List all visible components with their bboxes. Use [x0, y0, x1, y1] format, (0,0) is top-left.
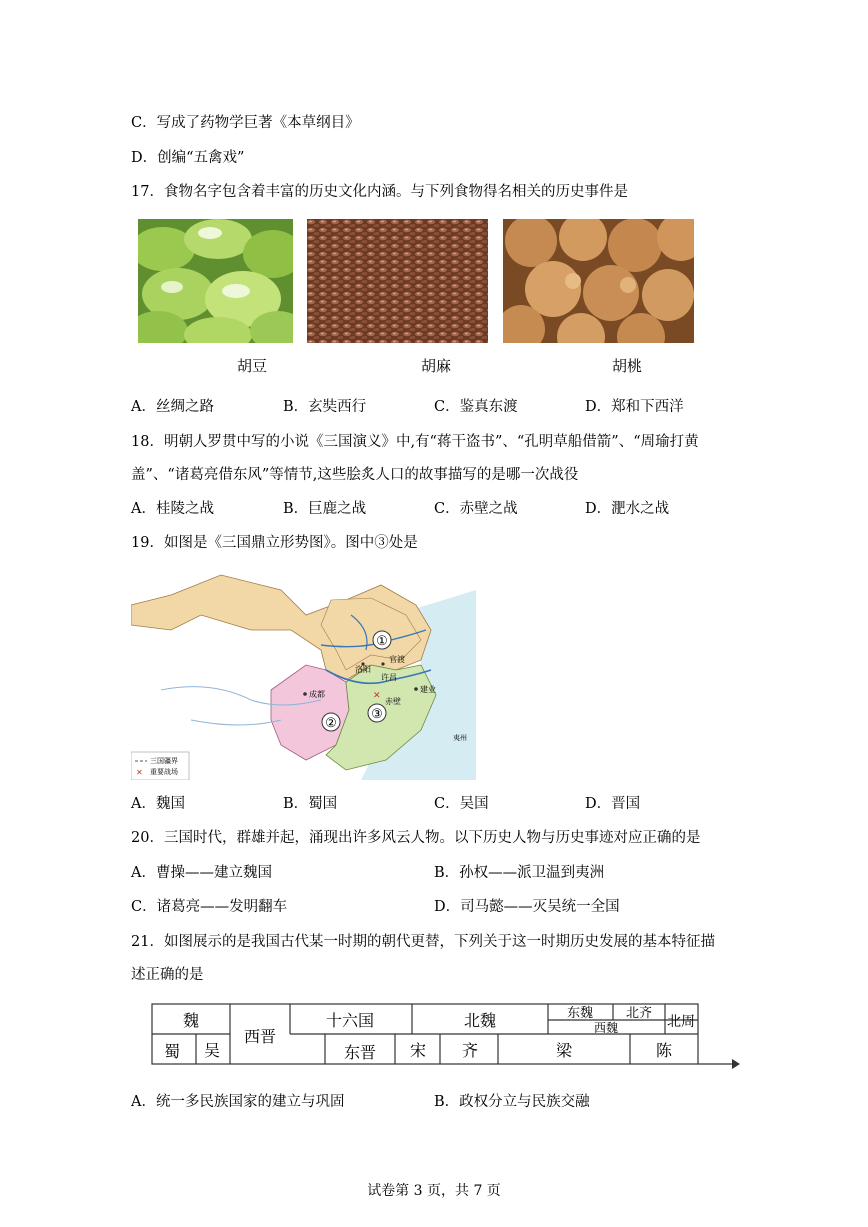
q18-stem-line2: 盖”、“诸葛亮借东风”等情节,这些脍炙人口的故事描写的是哪一次战役 — [131, 467, 579, 483]
tl-dongwei: 东魏 — [566, 1006, 594, 1021]
q17-option-d: D．郑和下西洋 — [585, 399, 684, 415]
q20-stem: 20．三国时代，群雄并起，涌现出许多风云人物。以下历史人物与历史事迹对应正确的是 — [131, 830, 701, 846]
place-xuchang: 许昌 — [381, 673, 397, 682]
tl-dongjin: 东晋 — [343, 1043, 377, 1062]
marker-2: ② — [325, 716, 337, 731]
place-guandu: 官渡 — [389, 655, 405, 664]
svg-text:✕: ✕ — [136, 768, 143, 777]
place-luoyang: 洛阳 — [355, 665, 371, 674]
legend-battlefield: 重要战场 — [150, 768, 178, 776]
walnut-photo — [503, 219, 694, 343]
place-jianye: 建业 — [420, 685, 436, 694]
tl-shiliuguo: 十六国 — [325, 1011, 375, 1030]
q19-option-c: C．吴国 — [434, 796, 489, 812]
svg-text:✕: ✕ — [373, 691, 381, 701]
tl-beizhou: 北周 — [667, 1014, 695, 1030]
q16-option-c: C．写成了药物学巨著《本草纲目》 — [131, 115, 360, 131]
tl-wu: 吴 — [203, 1041, 221, 1060]
caption-hu-tao: 胡桃 — [611, 357, 642, 375]
tl-qi: 齐 — [461, 1041, 479, 1060]
dynasty-timeline — [150, 1000, 740, 1072]
q20-option-d: D．司马懿——灭吴统一全国 — [434, 899, 620, 915]
caption-hu-ma: 胡麻 — [420, 357, 451, 375]
q19-stem: 19．如图是《三国鼎立形势图》。图中③处是 — [131, 535, 418, 551]
marker-3: ③ — [371, 707, 383, 722]
q18-option-c: C．赤壁之战 — [434, 501, 518, 517]
q17-option-a: A．丝绸之路 — [131, 399, 214, 415]
q21-option-a: A．统一多民族国家的建立与巩固 — [131, 1094, 345, 1110]
place-chibi: 赤壁 — [385, 697, 401, 706]
q17-stem: 17．食物名字包含着丰富的历史文化内涵。与下列食物得名相关的历史事件是 — [131, 184, 628, 200]
q20-option-b: B．孙权——派卫温到夷洲 — [434, 865, 605, 881]
marker-1: ① — [376, 634, 388, 649]
caption-hu-dou: 胡豆 — [236, 357, 267, 375]
place-yizhou: 夷州 — [453, 734, 467, 742]
q17-option-c: C．鉴真东渡 — [434, 399, 518, 415]
q18-option-d: D．淝水之战 — [585, 501, 670, 517]
q21-stem-line2: 述正确的是 — [131, 967, 204, 983]
tl-song: 宋 — [409, 1041, 427, 1060]
q16-option-d: D．创编“五禽戏” — [131, 150, 245, 166]
q20-option-c: C．诸葛亮——发明翻车 — [131, 899, 288, 915]
tl-shu: 蜀 — [163, 1042, 181, 1061]
q21-stem-line1: 21．如图展示的是我国古代某一时期的朝代更替，下列关于这一时期历史发展的基本特征描 — [131, 934, 715, 950]
tl-beiwei: 北魏 — [463, 1011, 497, 1030]
tl-xijin: 西晋 — [243, 1027, 277, 1046]
q18-option-a: A．桂陵之战 — [131, 501, 214, 517]
place-chengdu: 成都 — [309, 690, 325, 699]
q17-option-b: B．玄奘西行 — [283, 399, 367, 415]
tl-wei: 魏 — [182, 1011, 200, 1030]
q18-option-b: B．巨鹿之战 — [283, 501, 367, 517]
flax-seed-photo — [307, 219, 488, 343]
q20-option-a: A．曹操——建立魏国 — [131, 865, 272, 881]
q19-option-b: B．蜀国 — [283, 796, 338, 812]
q18-stem-line1: 18．明朝人罗贯中写的小说《三国演义》中,有“蒋干盗书”、“孔明草船借箭”、“周瑜打黄 — [131, 434, 699, 450]
q19-option-a: A．魏国 — [131, 796, 185, 812]
broad-bean-photo — [138, 219, 293, 343]
tl-liang: 梁 — [555, 1041, 573, 1060]
q21-option-b: B．政权分立与民族交融 — [434, 1094, 590, 1110]
tl-xiwei: 西魏 — [593, 1021, 619, 1035]
q19-option-d: D．晋国 — [585, 796, 641, 812]
legend-boundary: 三国疆界 — [150, 757, 178, 765]
tl-beiqi: 北齐 — [625, 1006, 653, 1021]
page-footer: 试卷第 3 页，共 7 页 — [367, 1183, 501, 1199]
tl-chen: 陈 — [655, 1041, 673, 1060]
three-kingdoms-map — [131, 570, 476, 780]
